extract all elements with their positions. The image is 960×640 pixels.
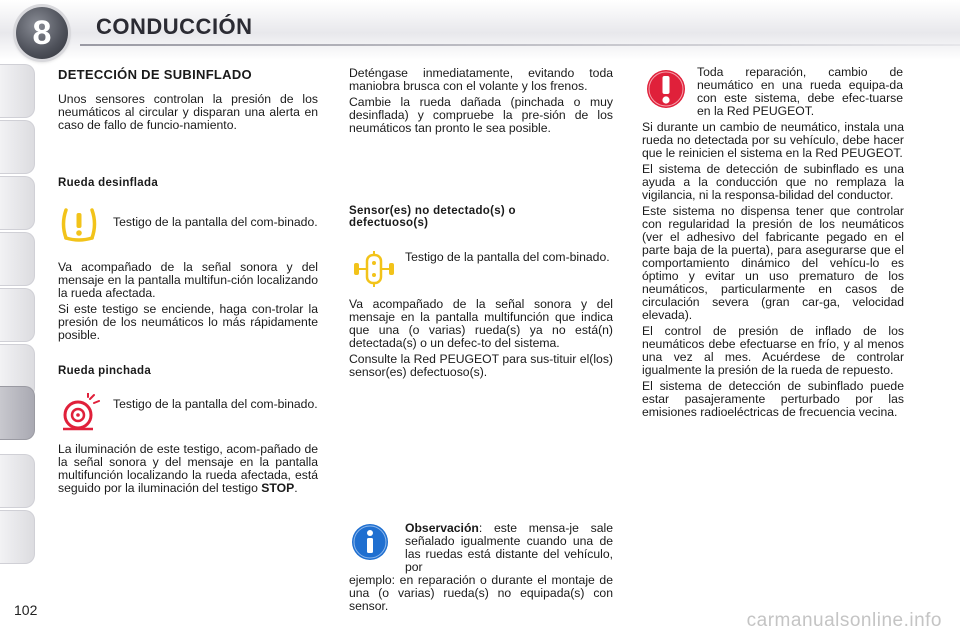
- sensor-paragraph-1: Va acompañado de la señal sonora y del mensaje en la pantalla multifunción que indica que una (o varias) rueda(s) ya no está(n) detectada(s) o un defec-to del sistema.: [349, 297, 613, 350]
- chapter-tabs: [0, 64, 34, 572]
- intro-text: [58, 93, 318, 132]
- chapter-number-badge: 8: [16, 7, 68, 59]
- info-icon: [350, 522, 390, 562]
- tire-sensor-fault-icon: [350, 249, 398, 289]
- tire-pressure-warning-icon: [58, 204, 100, 244]
- check-paragraph: Cambie la rueda dañada (pinchada o muy desinflada) y compruebe la pre-sión de los neumáticos tan pronto le sea posible.: [349, 95, 613, 135]
- deflated-text: [58, 261, 318, 342]
- sensor-icon-caption: Testigo de la pantalla del com-binado.: [405, 250, 610, 264]
- stop-instructions: [349, 67, 613, 135]
- chapter-tab[interactable]: [0, 288, 35, 342]
- system-paragraph-2: El sistema de detección de subinflado es una ayuda a la conducción que no remplaza la vigilancia, ni la responsa-bilidad del conductor.: [642, 162, 904, 202]
- chapter-tab[interactable]: [0, 510, 35, 564]
- punctured-text: [58, 443, 318, 495]
- system-paragraph-3: Este sistema no dispensa tener que controlar con regularidad la presión de los neumáticos (ver el adhesivo del fabricante pegado en el parte baja de la puerta), para asegurarse que el comportamiento dinámico del vehícu-lo es óptimo y evitar un uso prematuro de los neumáticos, particularmente en casos de circulación severa (gran car-ga, velocidad elevada).: [642, 204, 904, 322]
- stop-warning-icon: [645, 68, 687, 110]
- punctured-paragraph: [58, 443, 318, 495]
- observation-first-lines: [405, 522, 613, 574]
- chapter-tab[interactable]: [0, 64, 35, 118]
- stop-paragraph: Deténgase inmediatamente, evitando toda maniobra brusca con el volante y los frenos.: [349, 66, 613, 93]
- observation-rest: [349, 574, 613, 613]
- observation-label: Observación: [405, 521, 479, 535]
- chapter-title: CONDUCCIÓN: [96, 14, 253, 39]
- chapter-tab[interactable]: [0, 120, 35, 174]
- punctured-tire-icon: [58, 393, 102, 433]
- deflated-paragraph-1: Va acompañado de la señal sonora y del mensaje en la pantalla multifun-ción localizando la rueda afectada.: [58, 260, 318, 300]
- watermark: carmanualsonline.info: [746, 610, 942, 631]
- punctured-icon-caption: Testigo de la pantalla del com-binado.: [113, 397, 318, 411]
- deflated-paragraph-2: Si este testigo se enciende, haga con-trolar la presión de los neumáticos lo más rápidamente posible.: [58, 302, 318, 342]
- page-number: 102: [14, 602, 38, 618]
- system-info-text: [642, 121, 904, 419]
- observation-rest-paragraph: ejemplo: en reparación o durante el montaje de una (o varias) rueda(s) no equipada(s) con sensor.: [349, 573, 613, 613]
- chapter-tab[interactable]: [0, 454, 35, 508]
- deflated-title: Rueda desinflada: [58, 177, 159, 189]
- chapter-tab-active[interactable]: [0, 386, 35, 440]
- system-paragraph-1: Si durante un cambio de neumático, instala una rueda no detectada por su vehículo, debe hacer que le reinicien el sistema en la Red PEUGEOT.: [642, 120, 904, 160]
- header-divider: [80, 44, 960, 46]
- stop-keyword: STOP: [261, 481, 295, 495]
- sensor-text: [349, 298, 613, 379]
- punctured-paragraph-end: .: [294, 481, 298, 495]
- sensor-paragraph-2: Consulte la Red PEUGEOT para sus-tituir el(los) sensor(es) defectuoso(s).: [349, 352, 613, 379]
- repair-warning-text: Toda reparación, cambio de neumático en una rueda equipa-da con este sistema, debe efec-tuarse en la Red PEUGEOT.: [697, 65, 903, 118]
- system-paragraph-5: El sistema de detección de subinflado puede estar pasajeramente perturbado por las emisiones radioeléctricas de frecuencia vecina.: [642, 379, 904, 419]
- observation-text: : este mensa-je sale señalado igualmente cuando una de las ruedas está distante del vehículo, por: [405, 521, 613, 574]
- chapter-tab[interactable]: [0, 232, 35, 286]
- section-title: DETECCIÓN DE SUBINFLADO: [58, 67, 252, 82]
- intro-paragraph: Unos sensores controlan la presión de los neumáticos al circular y disparan una alerta en caso de fallo de funcio-namiento.: [58, 92, 318, 132]
- sensor-title: Sensor(es) no detectado(s) o defectuoso(s): [349, 205, 516, 229]
- punctured-paragraph-text: La iluminación de este testigo, acom-pañado de la señal sonora y del mensaje en la pantalla multifunción localizando la rueda afectada, está seguido por la iluminación del testigo: [58, 442, 318, 495]
- punctured-title: Rueda pinchada: [58, 365, 152, 377]
- deflated-icon-caption: Testigo de la pantalla del com-binado.: [113, 215, 318, 229]
- chapter-tab[interactable]: [0, 176, 35, 230]
- system-paragraph-4: El control de presión de inflado de los neumáticos debe efectuarse en frío, y al menos una vez al mes. Acuérdese de controlar igualmente la presión de la rueda de repuesto.: [642, 324, 904, 377]
